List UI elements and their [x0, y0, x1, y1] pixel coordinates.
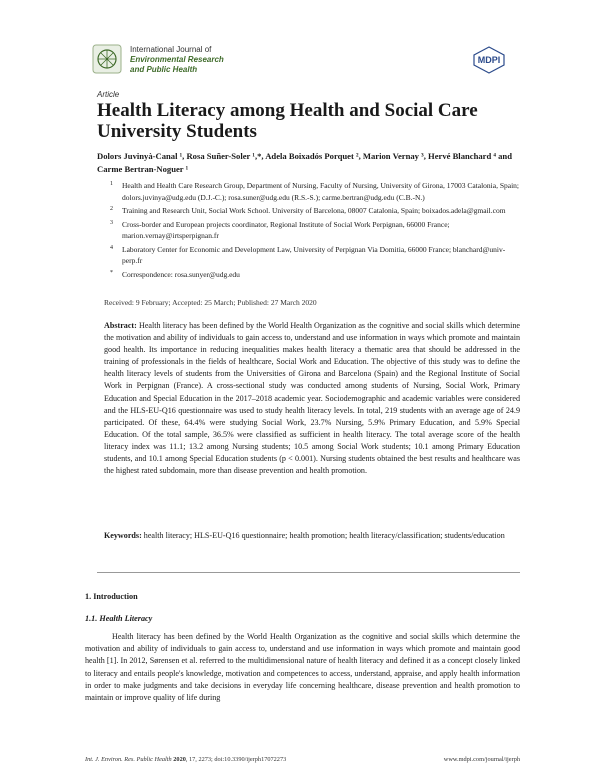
introduction-paragraph: Health literacy has been defined by the World Health Organization as the cognitive and social skills which determine the motivation and ability of individuals to gain access to, understand and use information in ways which promote and maintain good health [1]. In 2012, Sørensen et al. referred to the multidimensional nature of health literacy and defined it as a concept closely linked to literacy and entails people's knowledge, motivation and competences to access, understand, appraise, and apply health information in order to make judgments and take decisions in everyday life concerning healthcare, disease prevention and health promotion to maintain or improve quality of life during	[85, 632, 520, 703]
affiliation-number: 3	[110, 219, 113, 226]
affiliation-number: 4	[110, 244, 113, 251]
abstract-text: Health literacy has been defined by the World Health Organization as the cognitive and social skills which determine the motivation and ability of individuals to gain access to, understand and use information in ways which promote and maintain good health. Its importance in reducing inequalities makes health literacy a thematic area that should be addressed in the training of professionals in the fields of healthcare, Social Work and Education. The objective of this study was to define the health literacy levels of students from the Universities of Girona and Barcelona (Spain) and the Regional Institute of Social Work in Perpignan (France). A cross-sectional study was conducted among students of Nursing, Social Work, Primary Education and Special Education in the 2017–2018 academic year. Sociodemographic and academic variables were considered and the HLS-EU-Q16 questionnaire was used to study health literacy levels. In total, 219 students with an average age of 24.9 participated. Of these, 64.4% were studying Social Work, 23.7% Nursing, 5.9% Primary Education, and 5.9% Special Education. Of the total sample, 36.5% were classified as sufficient in health literacy. The total average score of the health literacy index was 11.1; 13.2 among Nursing students; 10.5 among Social Work students; 10.1 among Primary Education students, and 10.1 among Special Education students (p < 0.001). Nursing students obtained the best results and healthcare was the highest rated subdomain, more than disease prevention and health promotion.	[104, 321, 520, 476]
affiliation-number: 2	[110, 206, 113, 212]
journal-name-line2: Environmental Research	[130, 55, 224, 64]
publication-dates: Received: 9 February; Accepted: 25 March; Published: 27 March 2020	[104, 298, 317, 307]
subsection-heading-health-literacy: 1.1. Health Literacy	[85, 614, 153, 623]
article-type: Article	[97, 90, 120, 99]
affiliation-item	[110, 244, 520, 267]
journal-logo-icon	[92, 44, 122, 74]
affiliation-text: Health and Health Care Research Group, Department of Nursing, Faculty of Nursing, University of Girona, 17003 Catalonia, Spain; dolors.juvinya@udg.edu (D.J.-C.); rosa.suner@udg.edu (R.S.-S.); carme.bertran@udg.edu (C.B.-N.)	[122, 181, 519, 202]
footer-doi: , 17, 2273; doi:10.3390/ijerph17072273	[185, 756, 287, 763]
affiliation-text: Training and Research Unit, Social Work School. University of Barcelona, 08007 Catalonia, Spain; boixados.adela@gmail.com	[122, 206, 506, 215]
affiliation-item	[110, 180, 520, 203]
affiliation-item	[110, 219, 520, 242]
article-title: Health Literacy among Health and Social Care University Students	[97, 100, 478, 142]
footer-citation	[85, 756, 286, 763]
correspondence-text: Correspondence: rosa.sunyer@udg.edu	[122, 269, 240, 279]
affiliation-list	[110, 180, 520, 282]
abstract	[104, 320, 520, 477]
affiliation-text: Laboratory Center for Economic and Development Law, University of Perpignan Via Domitia, 66000 France; blanchard@univ-perp.fr	[122, 244, 506, 265]
footer-year: 2020	[173, 756, 186, 763]
section-heading-introduction: 1. Introduction	[85, 592, 138, 601]
keywords	[104, 530, 520, 542]
journal-name	[130, 45, 330, 75]
footer-journal: Int. J. Environ. Res. Public Health	[85, 756, 172, 763]
publisher-name: MDPI	[477, 55, 501, 65]
journal-name-line3: and Public Health	[130, 65, 198, 74]
affiliation-text: Cross-border and European projects coordinator, Regional Institute of Social Work Perpignan, 66000 France; marion.vernay@irtsperpignan.fr	[122, 219, 450, 240]
affiliation-number: 1	[110, 181, 113, 187]
affiliation-number: *	[110, 269, 113, 276]
keywords-text: health literacy; HLS-EU-Q16 questionnaire; health promotion; health literacy/classification; students/education	[143, 531, 505, 540]
mdpi-logo-icon	[469, 46, 509, 74]
section-divider	[97, 572, 520, 573]
affiliation-item	[110, 205, 520, 217]
keywords-label: Keywords:	[104, 531, 142, 540]
correspondence-item	[110, 269, 520, 281]
abstract-label: Abstract:	[104, 321, 137, 330]
author-list: Dolors Juvinyà-Canal ¹, Rosa Suñer-Soler ¹,*, Adela Boixadós Porquet ², Marion Vernay ³, Hervé Blanchard ⁴ and Carme Bertran-Noguer ¹	[97, 151, 512, 174]
journal-name-line1: International Journal of	[130, 45, 212, 54]
footer-url[interactable]: www.mdpi.com/journal/ijerph	[443, 756, 520, 763]
